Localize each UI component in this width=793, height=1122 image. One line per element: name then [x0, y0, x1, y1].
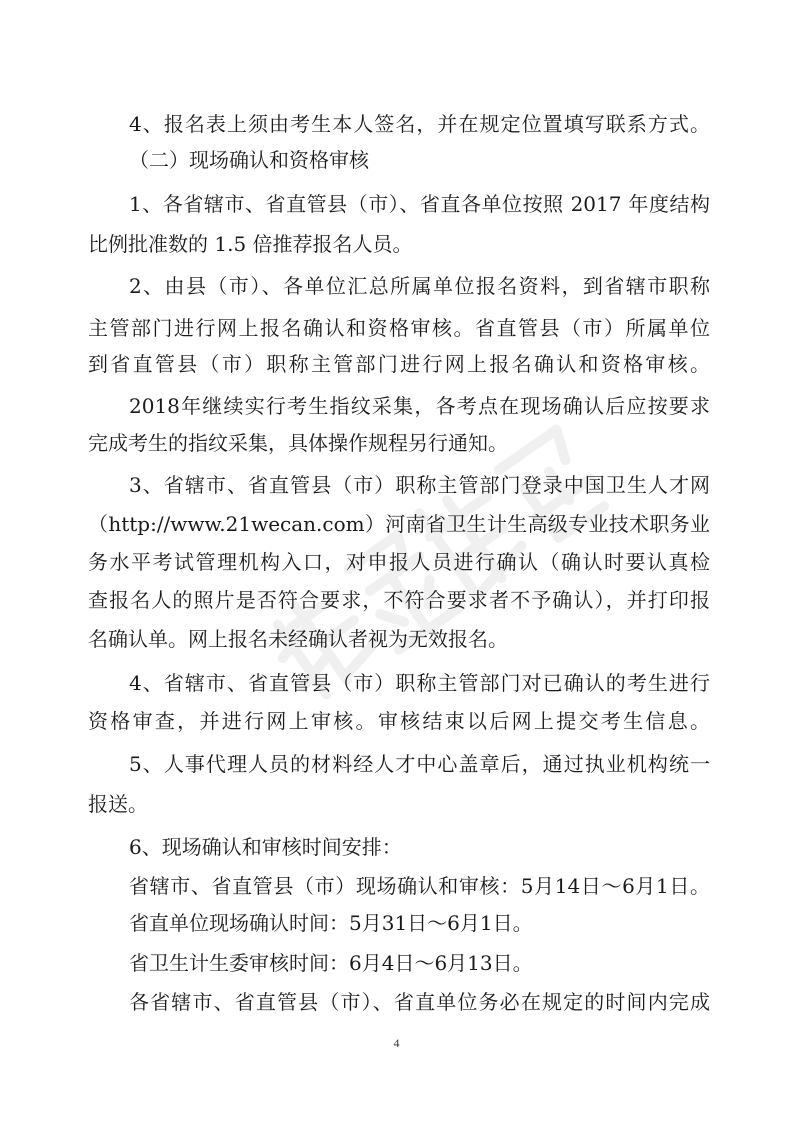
- paragraph-line-15: 4、省辖市、省直管县（市）职称主管部门对已确认的考生进行: [129, 671, 710, 695]
- paragraph-line-19: 6、现场确认和审核时间安排：: [129, 835, 402, 859]
- paragraph-line-8: 2018年继续实行考生指纹采集，各考点在现场确认后应按要求: [129, 394, 710, 418]
- paragraph-line-6: 主管部门进行网上报名确认和资格审核。省直管县（市）所属单位: [88, 316, 710, 340]
- paragraph-line-9: 完成考生的指纹采集，具体操作规程另行通知。: [88, 431, 508, 455]
- paragraph-line-23: 各省辖市、省直管县（市）、省直单位务必在规定的时间内完成: [129, 990, 710, 1014]
- paragraph-line-16: 资格审查，并进行网上审核。审核结束以后网上提交考生信息。: [88, 709, 710, 733]
- schedule-line-1: 省辖市、省直管县（市）现场确认和审核：5月14日～6月1日。: [129, 874, 710, 898]
- page-number: 4: [393, 1036, 400, 1050]
- paragraph-line-3: 1、各省辖市、省直管县（市）、省直各单位按照 2017 年度结构: [129, 192, 710, 216]
- paragraph-line-10: 3、省辖市、省直管县（市）职称主管部门登录中国卫生人才网: [129, 473, 710, 497]
- paragraph-line-4: 比例批准数的 1.5 倍推荐报名人员。: [88, 232, 413, 256]
- paragraph-line-1: 4、报名表上须由考生本人签名，并在规定位置填写联系方式。: [129, 112, 710, 136]
- paragraph-line-17: 5、人事代理人员的材料经人才中心盖章后，通过执业机构统一: [129, 752, 710, 776]
- paragraph-line-7: 到省直管县（市）职称主管部门进行网上报名确认和资格审核。: [88, 352, 710, 376]
- paragraph-line-13: 查报名人的照片是否符合要求，不符合要求者不予确认），并打印报: [88, 588, 710, 612]
- paragraph-line-5: 2、由县（市）、各单位汇总所属单位报名资料，到省辖市职称: [129, 274, 710, 298]
- paragraph-line-14: 名确认单。网上报名未经确认者视为无效报名。: [88, 627, 508, 651]
- paragraph-line-11-url: （http://www.21wecan.com）河南省卫生计生高级专业技术职务业: [88, 512, 710, 536]
- paragraph-line-18: 报送。: [88, 792, 148, 816]
- schedule-line-3: 省卫生计生委审核时间：6月4日～6月13日。: [129, 951, 533, 975]
- schedule-line-2: 省直单位现场确认时间：5月31日～6月1日。: [129, 911, 533, 935]
- section-heading: （二）现场确认和资格审核: [129, 148, 369, 172]
- paragraph-line-12: 务水平考试管理机构入口，对申报人员进行确认（确认时要认真检: [88, 550, 710, 574]
